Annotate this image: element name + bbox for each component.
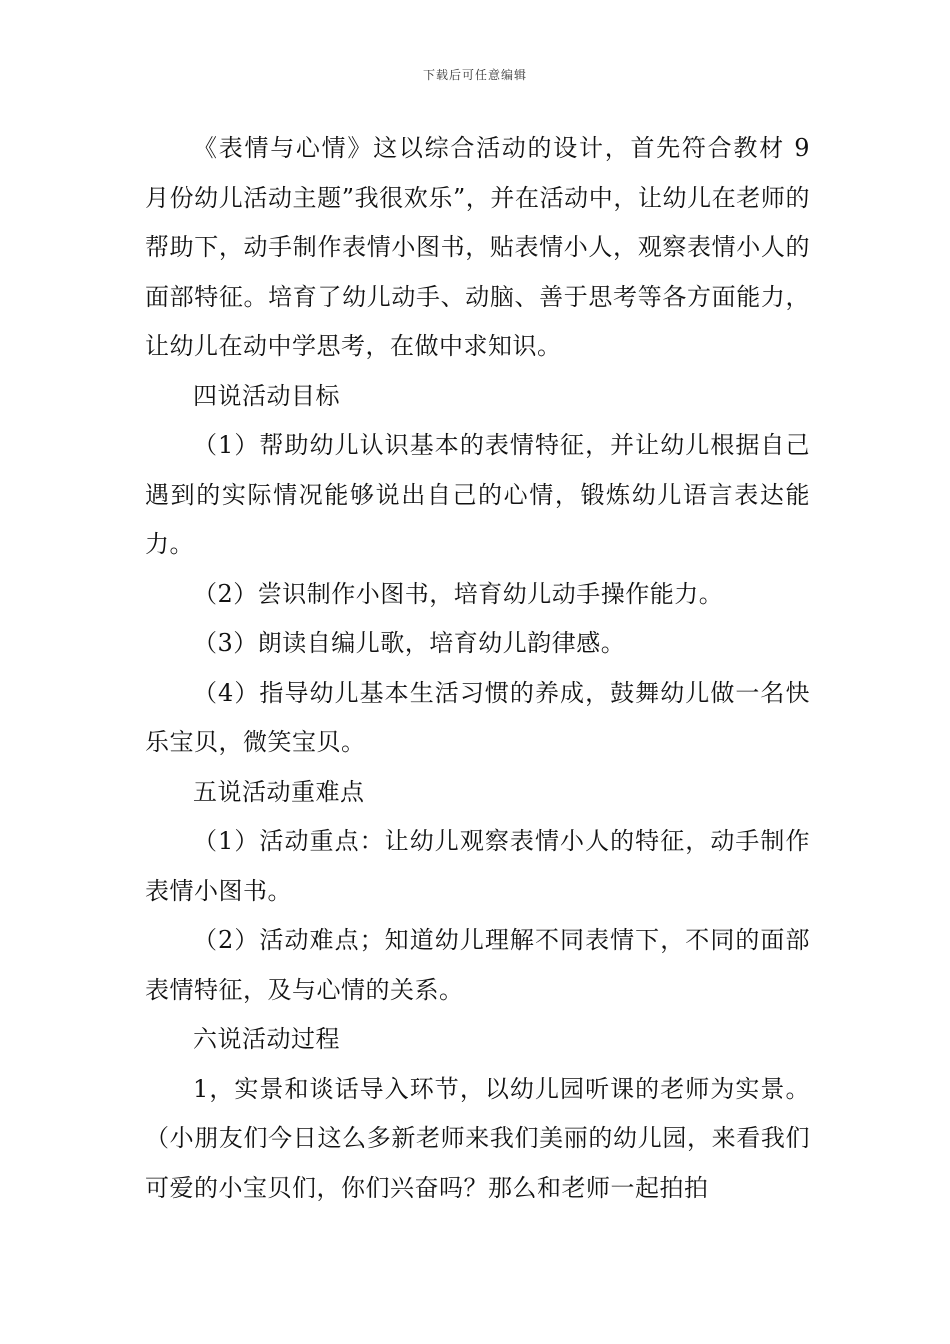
page-header-note: 下载后可任意编辑 — [422, 68, 527, 82]
section-heading-process: 六说活动过程 — [193, 1025, 340, 1053]
paragraph-intro: 《表情与心情》这以综合活动的设计，首先符合教材 9 月份幼儿活动主题”我很欢乐”，并在活动中，让幼儿在老师的帮助下，动手制作表情小图书，贴表情小人，观察表情小人的面部特征。培育了幼儿动手、动脑、善于思考等各方面能力，让幼儿在动中学思考，在做中求知识。 — [145, 134, 810, 360]
paragraph-goal-1: （1）帮助幼儿认识基本的表情特征，并让幼儿根据自己遇到的实际情况能够说出自己的心情，锻炼幼儿语言表达能力。 — [145, 431, 810, 558]
paragraph-process-1: 1，实景和谈话导入环节，以幼儿园听课的老师为实景。（小朋友们今日这么多新老师来我们美丽的幼儿园，来看我们可爱的小宝贝们，你们兴奋吗？那么和老师一起拍拍 — [145, 1074, 810, 1202]
paragraph-difficult-point: （2）活动难点；知道幼儿理解不同表情下，不同的面部表情特征，及与心情的关系。 — [145, 926, 810, 1004]
paragraph-goal-2: （2）尝识制作小图书，培育幼儿动手操作能力。 — [193, 579, 724, 608]
document-body — [145, 124, 810, 1213]
paragraph-goal-4: （4）指导幼儿基本生活习惯的养成，鼓舞幼儿做一名快乐宝贝，微笑宝贝。 — [145, 678, 810, 756]
paragraph-goal-3: （3）朗读自编儿歌，培育幼儿韵律感。 — [193, 629, 626, 657]
paragraph-key-point: （1）活动重点：让幼儿观察表情小人的特征，动手制作表情小图书。 — [145, 827, 810, 905]
section-heading-goals: 四说活动目标 — [193, 381, 340, 410]
section-heading-key-points: 五说活动重难点 — [193, 777, 365, 806]
